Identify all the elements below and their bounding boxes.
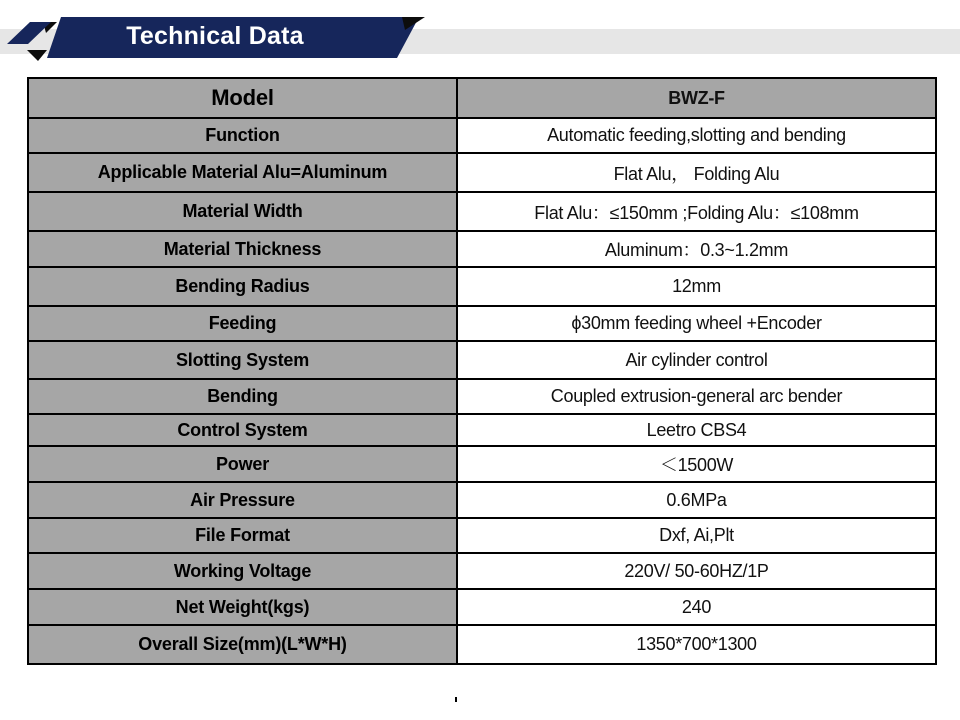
row-label-cell: Applicable Material Alu=Aluminum xyxy=(28,153,457,192)
row-label-cell: Control System xyxy=(28,414,457,446)
table-row xyxy=(28,231,936,267)
row-label-cell: Bending Radius xyxy=(28,267,457,306)
table-row xyxy=(28,482,936,518)
row-label-cell: Material Width xyxy=(28,192,457,231)
table-bottom-stub xyxy=(455,697,457,702)
ribbon-fold-right-top xyxy=(402,17,425,30)
row-value-cell: Leetro CBS4 xyxy=(457,414,936,446)
table-row xyxy=(28,192,936,231)
table-row xyxy=(28,341,936,379)
row-value-cell: Flat Alu：≤150mm ;Folding Alu：≤108mm xyxy=(457,192,936,231)
row-value-cell: ϕ30mm feeding wheel +Encoder xyxy=(457,306,936,341)
row-label-cell: Feeding xyxy=(28,306,457,341)
row-value-cell: 220V/ 50-60HZ/1P xyxy=(457,553,936,589)
row-value-cell: 1350*700*1300 xyxy=(457,625,936,664)
table-row xyxy=(28,379,936,414)
table-row xyxy=(28,553,936,589)
row-label-cell: Slotting System xyxy=(28,341,457,379)
banner-title: Technical Data xyxy=(126,22,304,50)
table-row xyxy=(28,589,936,625)
row-label-cell: Function xyxy=(28,118,457,153)
row-label-cell: File Format xyxy=(28,518,457,553)
row-label-cell: Overall Size(mm)(L*W*H) xyxy=(28,625,457,664)
row-label-cell: Working Voltage xyxy=(28,553,457,589)
table-row xyxy=(28,267,936,306)
row-value-cell: 240 xyxy=(457,589,936,625)
row-value-cell: Dxf, Ai,Plt xyxy=(457,518,936,553)
row-value-cell: Air cylinder control xyxy=(457,341,936,379)
table-row xyxy=(28,446,936,482)
row-label-cell: Material Thickness xyxy=(28,231,457,267)
row-value-cell: Flat Alu， Folding Alu xyxy=(457,153,936,192)
row-value-cell: BWZ-F xyxy=(457,78,936,118)
spec-table xyxy=(27,77,937,665)
table-row xyxy=(28,118,936,153)
header-banner xyxy=(0,0,960,70)
table-row xyxy=(28,78,936,118)
table-row xyxy=(28,518,936,553)
row-value-cell: ＜1500W xyxy=(457,446,936,482)
row-label-cell: Power xyxy=(28,446,457,482)
spec-table-body xyxy=(28,78,936,664)
row-value-cell: Aluminum：0.3~1.2mm xyxy=(457,231,936,267)
row-label-cell: Net Weight(kgs) xyxy=(28,589,457,625)
table-row xyxy=(28,414,936,446)
table-row xyxy=(28,306,936,341)
table-row xyxy=(28,625,936,664)
row-label-cell: Bending xyxy=(28,379,457,414)
row-value-cell: 0.6MPa xyxy=(457,482,936,518)
row-label-cell: Model xyxy=(28,78,457,118)
row-value-cell: Automatic feeding,slotting and bending xyxy=(457,118,936,153)
ribbon-fold-left-bottom xyxy=(27,50,47,61)
table-row xyxy=(28,153,936,192)
row-value-cell: 12mm xyxy=(457,267,936,306)
row-label-cell: Air Pressure xyxy=(28,482,457,518)
row-value-cell: Coupled extrusion-general arc bender xyxy=(457,379,936,414)
